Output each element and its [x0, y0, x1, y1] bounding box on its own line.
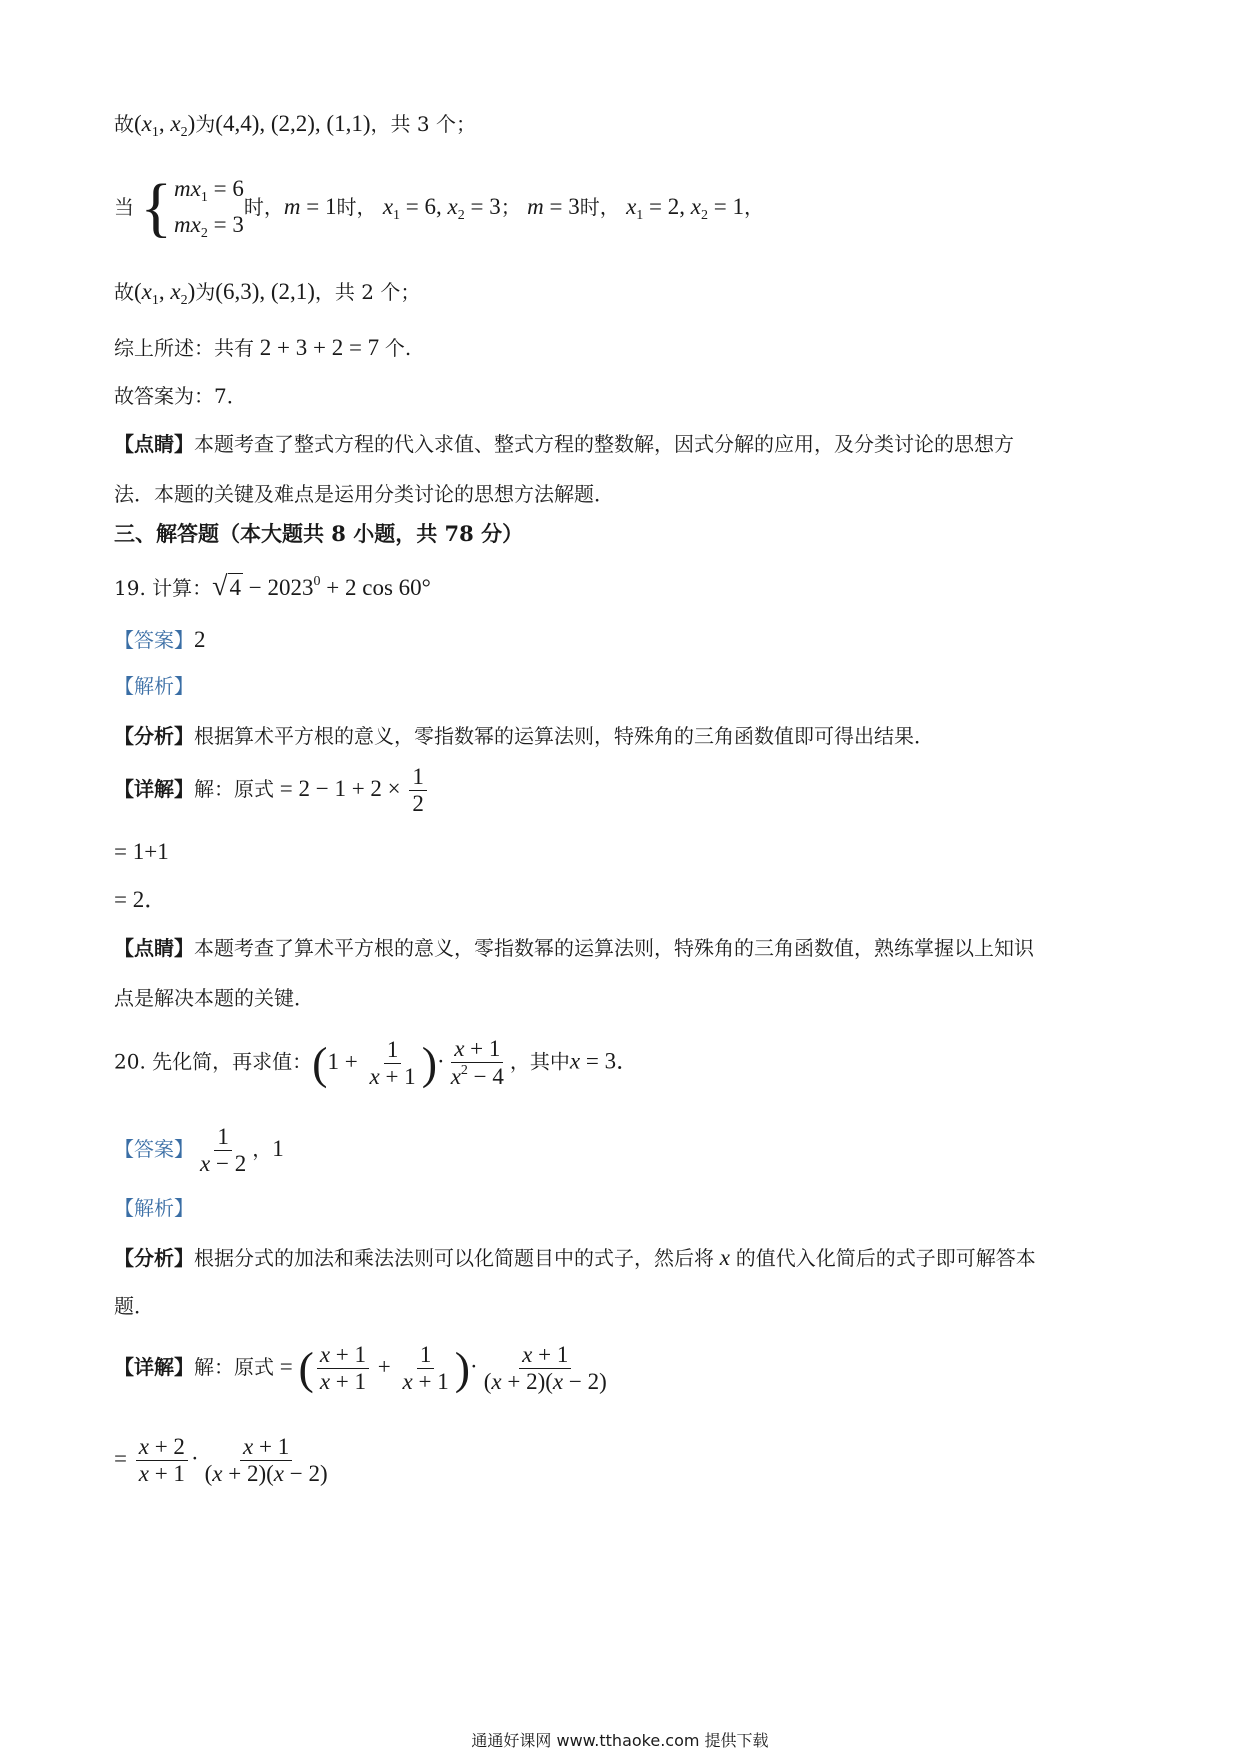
q19-step1: = 1+1	[114, 839, 169, 864]
text-line-1: 故($x_1$, $x_2$)为(4,4), (2,2), (1,1)，共 3 个；	[114, 111, 476, 140]
brace-symbol: {	[140, 171, 173, 245]
math-m-eq-1: m = 1	[283, 193, 337, 219]
text-line-3: 故($x_1$, $x_2$)为(6,3), (2,1)，共 2 个；	[114, 279, 421, 308]
q20-xiangjie: 【详解】解：原式 = ( $\frac{x + 1}{x + 1}$ + $\frac{1}{x + 1}$ )· $\frac{x + 1}{(x + 2)(x - 2)}$	[114, 1342, 613, 1396]
q20-answer: 【答案】 $\frac{1}{x - 2}$ ，1	[114, 1124, 284, 1177]
text-line-2: 当 { $mx_1 = 6$ $mx_2 = 3$ 时，m = 1时， $x_1 = 6$, $x_2 = 3$； m = 3时， $x_1 = 2$, $x_2 = 1$，	[114, 171, 764, 245]
math-solutions-list-b: (6,3), (2,1)	[215, 279, 315, 304]
math-pair-x1-x2: ($x_1$, $x_2$)	[134, 111, 196, 140]
q19-question: 19. 计算：$√4 - 2023^0 + 2$ cos 60°	[114, 571, 431, 602]
q19-step2: = 2．	[114, 887, 168, 912]
equation-system: { $mx_1 = 6$ $mx_2 = 3$	[140, 171, 244, 245]
dianjing-tag: 【点睛】	[114, 432, 194, 456]
math-x-values-a: $x_1 = 6$, $x_2 = 3$	[382, 193, 501, 223]
math-solutions-list: (4,4), (2,2), (1,1)	[215, 111, 371, 136]
math-x-values-b: $x_1 = 2$, $x_2 = 1$	[626, 193, 744, 223]
q20-step1: = $\frac{x + 2}{x + 1}$ · $\frac{x + 1}{(x + 2)(x - 2)}$	[114, 1434, 328, 1487]
q19-dianjing-2: 点是解决本题的关键．	[114, 986, 314, 1010]
dianjing-line-1: 【点睛】本题考查了整式方程的代入求值、整式方程的整数解，因式分解的应用，及分类讨论的思想方	[114, 432, 1014, 456]
footer-source: 通通好课网 www.tthaoke.com 提供下载	[471, 1731, 769, 1750]
q19-fenxi: 【分析】根据算术平方根的意义，零指数幂的运算法则，特殊角的三角函数值即可得出结果．	[114, 724, 934, 748]
math-m-eq-3: m = 3	[527, 193, 580, 219]
dianjing-line-2: 法．本题的关键及难点是运用分类讨论的思想方法解题．	[114, 482, 614, 506]
answer-tag: 【答案】	[114, 628, 194, 652]
q19-dianjing-1: 【点睛】本题考查了算术平方根的意义，零指数幂的运算法则，特殊角的三角函数值，熟练掌握以上知识	[114, 936, 1034, 960]
q19-analysis-tag: 【解析】	[114, 674, 194, 698]
q19-expression: $√4 - 2023^0 + 2$ cos 60°	[212, 571, 431, 602]
q20-fenxi-2: 题．	[114, 1294, 154, 1318]
q20-expression: (1 + $\frac{1}{x + 1}$ )· $\frac{x + 1}{x^2 - 4}$	[312, 1036, 504, 1090]
text-line-5: 故答案为：7．	[114, 384, 247, 408]
q20-question: 20. 先化简，再求值：(1 + $\frac{1}{x + 1}$ )· $\frac{x + 1}{x^2 - 4}$ ，其中x = 3．	[114, 1036, 640, 1090]
q20-x-value: x = 3．	[569, 1048, 640, 1074]
math-sum: 2 + 3 + 2 = 7	[254, 335, 385, 360]
q20-analysis-tag: 【解析】	[114, 1196, 194, 1220]
section-heading: 三、解答题（本大题共 8 小题，共 78 分）	[114, 521, 524, 546]
q19-xiangjie: 【详解】解：原式 = 2 − 1 + 2 × $\frac{1}{2}$	[114, 764, 430, 818]
q20-step0: = ( $\frac{x + 1}{x + 1}$ + $\frac{1}{x + 1}$ )· $\frac{x + 1}{(x + 2)(x - 2)}$	[274, 1342, 607, 1395]
q19-answer: 【答案】2	[114, 627, 206, 652]
math-pair-x1-x2-b: ($x_1$, $x_2$)	[134, 279, 196, 308]
q20-fenxi: 【分析】根据分式的加法和乘法法则可以化简题目中的式子，然后将 x 的值代入化简后的式子即可解答本	[114, 1245, 1036, 1270]
q19-step0: = 2 − 1 + 2 × $\frac{1}{2}$	[274, 776, 430, 801]
text-line-4: 综上所述：共有 2 + 3 + 2 = 7 个.	[114, 335, 412, 360]
q20-answer-fraction: $\frac{1}{x - 2}$	[200, 1124, 247, 1177]
